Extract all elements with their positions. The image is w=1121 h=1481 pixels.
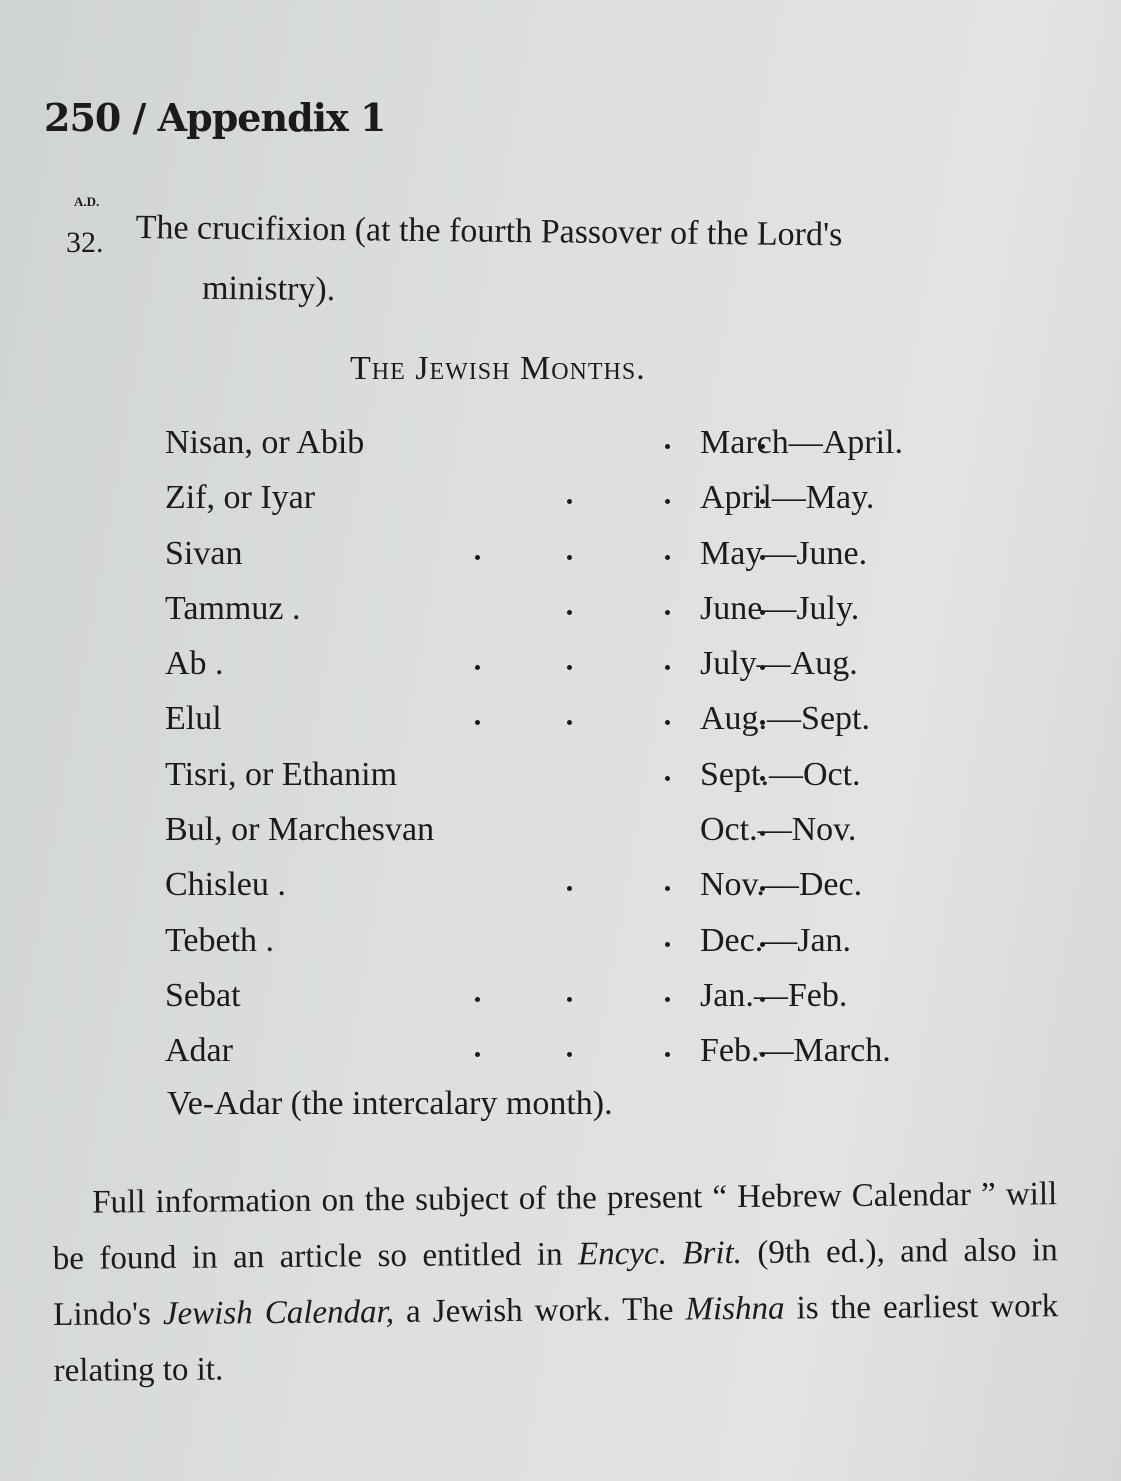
leader-dot xyxy=(665,610,670,615)
month-name: Chisleu . xyxy=(165,866,286,904)
leader-dot xyxy=(665,776,670,781)
entry-year: 32. xyxy=(66,226,104,259)
month-name: Adar xyxy=(165,1032,233,1070)
paragraph-italic: Jewish Calendar, xyxy=(162,1294,395,1333)
leader-dot xyxy=(665,555,670,560)
table-row xyxy=(165,694,965,749)
paragraph-text: is the earliest work relating to it. xyxy=(53,1288,1059,1389)
table-row xyxy=(165,750,965,805)
table-row xyxy=(165,1026,965,1081)
leader-dot xyxy=(475,665,480,670)
leader-dot xyxy=(567,1052,572,1057)
month-name: Nisan, or Abib xyxy=(165,424,365,461)
gregorian-range: Dec.—Jan. xyxy=(700,921,852,959)
body-paragraph xyxy=(52,1166,1059,1399)
table-row xyxy=(165,529,965,584)
entry-line-1: The crucifixion (at the fourth Passover of the Lord's xyxy=(135,208,843,254)
table-footer-row: Ve-Adar (the intercalary month). xyxy=(167,1085,613,1122)
month-name: Tebeth . xyxy=(165,921,275,959)
month-name: Zif, or Iyar xyxy=(165,479,316,517)
leader-dot xyxy=(567,665,572,670)
month-name: Elul xyxy=(165,700,222,738)
table-row xyxy=(165,584,965,639)
table-row xyxy=(165,473,965,528)
gregorian-range: Nov.—Dec. xyxy=(700,866,863,904)
page-header: 250 / Appendix 1 xyxy=(44,95,386,140)
entry-text xyxy=(135,198,1051,328)
table-row xyxy=(165,418,965,473)
leader-dot xyxy=(475,997,480,1002)
table-row xyxy=(165,860,965,915)
table-row xyxy=(165,971,965,1026)
leader-dot xyxy=(665,499,670,504)
leader-dot xyxy=(665,997,670,1002)
gregorian-range: March—April. xyxy=(700,424,904,461)
leader-dot xyxy=(475,555,480,560)
paragraph-text: Full information on the subject of the present “ Hebrew Calendar ” will be found in an article so entitled in xyxy=(52,1176,1058,1277)
leader-dot xyxy=(665,720,670,725)
gregorian-range: Sept.—Oct. xyxy=(700,755,861,793)
gregorian-range: May—June. xyxy=(700,534,868,572)
gregorian-range: July—Aug. xyxy=(700,645,858,683)
leader-dot xyxy=(475,720,480,725)
gregorian-range: April—May. xyxy=(700,479,875,517)
leader-dot xyxy=(567,886,572,891)
gregorian-range: Oct.—Nov. xyxy=(700,811,857,849)
month-name: Tisri, or Ethanim xyxy=(165,755,398,793)
month-name: Sivan xyxy=(165,534,243,572)
paragraph-text: (9th ed.), and also in Lindo's xyxy=(53,1232,1058,1333)
leader-dot xyxy=(567,720,572,725)
paragraph-text: a Jewish work. The xyxy=(393,1291,686,1331)
leader-dot xyxy=(665,886,670,891)
leader-dot xyxy=(567,997,572,1002)
gregorian-range: Feb.—March. xyxy=(700,1032,891,1070)
gregorian-range: Aug.—Sept. xyxy=(700,700,870,738)
month-name: Ab . xyxy=(165,645,224,683)
leader-dot xyxy=(567,555,572,560)
table-row xyxy=(165,805,965,860)
table-row xyxy=(165,916,965,971)
leader-dot xyxy=(475,1052,480,1057)
month-name: Bul, or Marchesvan xyxy=(165,811,435,849)
table-row xyxy=(165,639,965,694)
gregorian-range: Jan.—Feb. xyxy=(700,976,848,1014)
paragraph-italic: Encyc. Brit. xyxy=(577,1234,743,1273)
leader-dot xyxy=(567,610,572,615)
months-table xyxy=(165,418,965,1082)
leader-dot xyxy=(665,665,670,670)
paragraph-italic: Mishna xyxy=(685,1290,785,1328)
leader-dot xyxy=(567,499,572,504)
gregorian-range: June—July. xyxy=(700,589,860,627)
table-title: The Jewish Months. xyxy=(350,350,646,387)
leader-dot xyxy=(665,942,670,947)
leader-dot xyxy=(665,444,670,449)
entry-line-2: ministry). xyxy=(201,269,336,309)
month-name: Sebat xyxy=(165,976,241,1014)
month-name: Tammuz . xyxy=(165,589,301,627)
era-label: A.D. xyxy=(74,194,100,209)
leader-dot xyxy=(665,1052,670,1057)
